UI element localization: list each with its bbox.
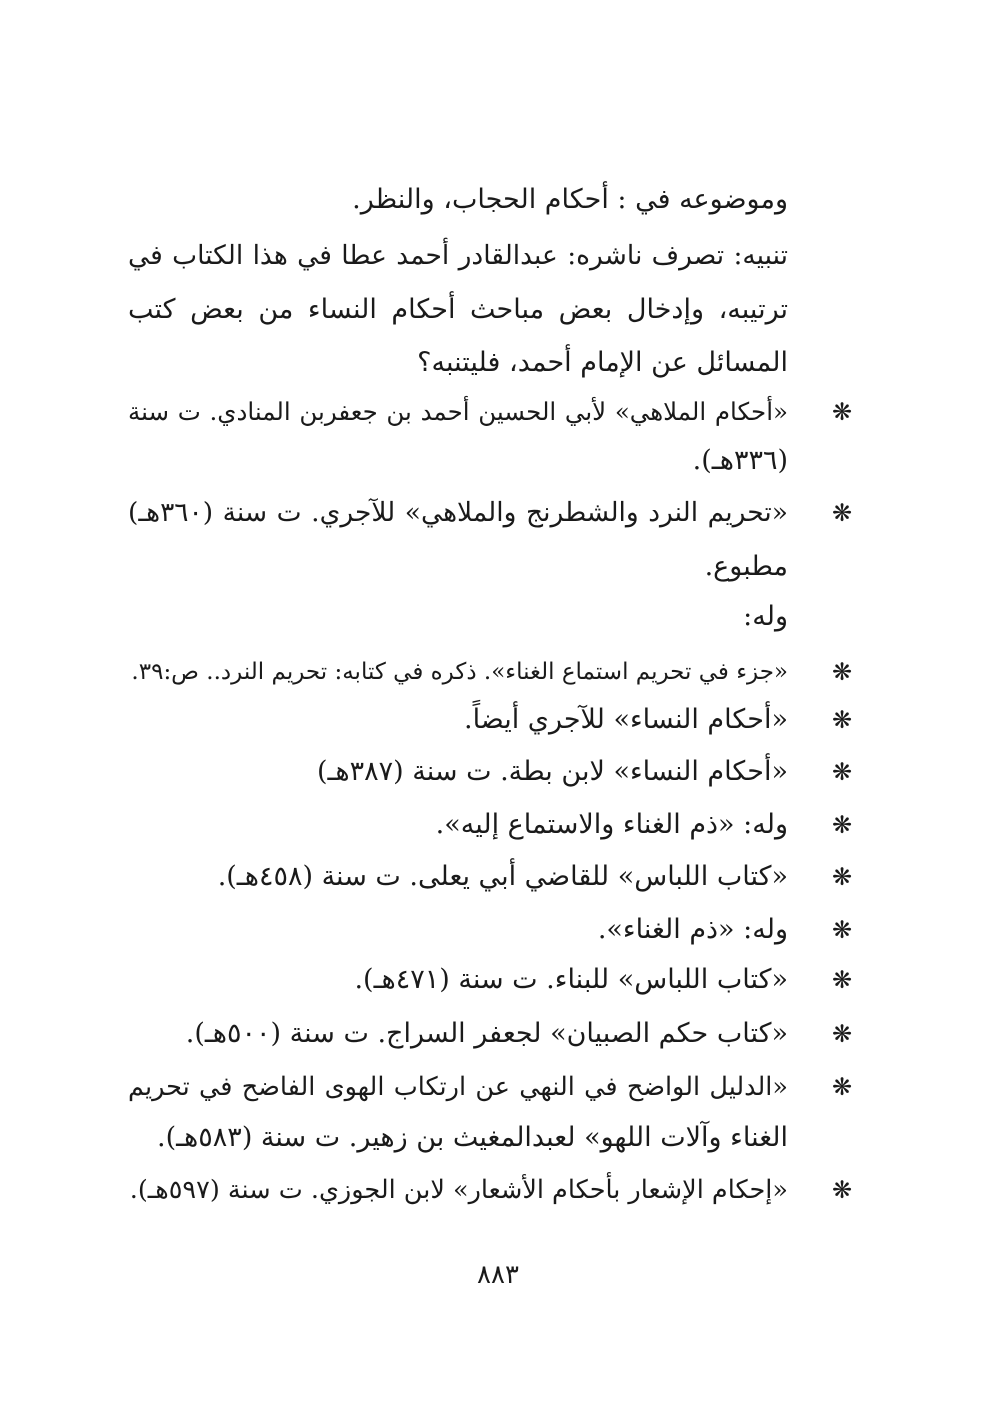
list-item-10: «كتاب حكم الصبيان» لجعفر السراج. ت سنة (٥٠٠هـ).: [185, 1018, 788, 1049]
bullet-icon: ❋: [831, 1073, 853, 1101]
list-item-2-line-1: «تحريم النرد والشطرنج والملاهي» للآجري. ت سنة (٣٦٠هـ): [128, 497, 788, 528]
bullet-icon: ❋: [831, 1176, 853, 1204]
list-item-11-line-1: «الدليل الواضح في النهي عن ارتكاب الهوى الفاضح في تحريم: [128, 1072, 788, 1102]
list-item-1-line-2: (٣٣٦هـ).: [692, 445, 788, 476]
bullet-icon: ❋: [831, 966, 853, 994]
bullet-icon: ❋: [831, 1020, 853, 1048]
bullet-icon: ❋: [831, 499, 853, 527]
note-line-3: المسائل عن الإمام أحمد، فليتنبه؟: [417, 347, 788, 378]
bullet-icon: ❋: [831, 916, 853, 944]
list-item-8: وله: «ذم الغناء».: [597, 914, 788, 945]
list-item-6: وله: «ذم الغناء والاستماع إليه».: [435, 809, 788, 840]
bullet-icon: ❋: [831, 398, 853, 426]
list-item-3: «جزء في تحريم استماع الغناء». ذكره في كتابه: تحريم النرد.. ص:٣٩.: [131, 659, 788, 685]
bullet-icon: ❋: [831, 706, 853, 734]
list-item-12: «إحكام الإشعار بأحكام الأشعار» لابن الجوزي. ت سنة (٥٩٧هـ).: [129, 1175, 788, 1205]
list-item-11-line-2: الغناء وآلات اللهو» لعبدالمغيث بن زهير. ت سنة (٥٨٣هـ).: [157, 1122, 788, 1153]
bullet-icon: ❋: [831, 758, 853, 786]
subject-line: وموضوعه في : أحكام الحجاب، والنظر.: [352, 184, 788, 215]
sub-heading: وله:: [743, 601, 788, 632]
bullet-icon: ❋: [831, 811, 853, 839]
note-line-2: ترتيبه، وإدخال بعض مباحث أحكام النساء من بعض كتب: [128, 294, 788, 325]
list-item-5: «أحكام النساء» لابن بطة. ت سنة (٣٨٧هـ): [316, 756, 788, 787]
note-line-1: تنبيه: تصرف ناشره: عبدالقادر أحمد عطا في هذا الكتاب في: [128, 240, 788, 271]
bullet-icon: ❋: [831, 863, 853, 891]
list-item-9: «كتاب اللباس» للبناء. ت سنة (٤٧١هـ).: [354, 964, 788, 995]
list-item-1-line-1: «أحكام الملاهي» لأبي الحسين أحمد بن جعفربن المنادي. ت سنة: [128, 397, 788, 426]
list-item-4: «أحكام النساء» للآجري أيضاً.: [463, 704, 788, 735]
list-item-2-line-2: مطبوع.: [704, 551, 788, 582]
list-item-7: «كتاب اللباس» للقاضي أبي يعلى. ت سنة (٤٥٨هـ).: [217, 861, 788, 892]
page-number: ٨٨٣: [477, 1260, 519, 1290]
bullet-icon: ❋: [831, 658, 853, 686]
